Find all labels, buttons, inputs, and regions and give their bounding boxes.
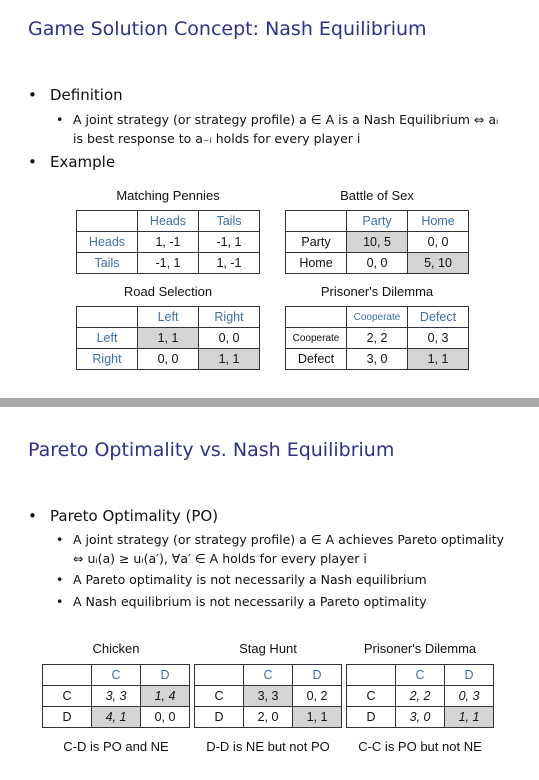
corner-cell xyxy=(77,211,138,232)
col-header: C xyxy=(92,665,141,686)
payoff-table-stag-hunt xyxy=(194,664,342,728)
payoff-cell-equilibrium: 1, 1 xyxy=(138,328,199,349)
corner-cell xyxy=(286,307,347,328)
col-header: Right xyxy=(199,307,260,328)
payoff-table-chicken xyxy=(42,664,190,728)
game-caption: Stag Hunt xyxy=(239,641,297,656)
game-caption: Chicken xyxy=(92,641,140,656)
col-header: D xyxy=(445,665,494,686)
bullet-dot: • xyxy=(56,572,64,587)
row-header: Left xyxy=(77,328,138,349)
payoff-cell-equilibrium: 5, 10 xyxy=(408,253,469,274)
game-note: D-D is NE but not PO xyxy=(206,739,330,754)
corner-cell xyxy=(43,665,92,686)
payoff-cell: 1, -1 xyxy=(199,253,260,274)
col-header: Left xyxy=(138,307,199,328)
po-note-2 xyxy=(56,592,526,611)
bullet-dot: • xyxy=(56,594,64,609)
payoff-cell-highlight: 3, 3 xyxy=(244,686,293,707)
payoff-cell-highlight: 1, 1 xyxy=(445,707,494,728)
col-header: D xyxy=(293,665,342,686)
corner-cell xyxy=(286,211,347,232)
col-header: C xyxy=(244,665,293,686)
col-header: C xyxy=(396,665,445,686)
col-header: D xyxy=(141,665,190,686)
bullet-dot: • xyxy=(56,112,64,127)
game-note: C-D is PO and NE xyxy=(63,739,169,754)
bullet-example xyxy=(28,153,115,171)
bullet-text: Definition xyxy=(50,86,123,104)
definition-line-1: A joint strategy (or strategy profile) a ∈ A is a Nash Equilibrium ⇔ aᵢ xyxy=(73,112,499,127)
payoff-cell: 3, 0 xyxy=(396,707,445,728)
bullet-dot: • xyxy=(28,153,37,171)
corner-cell xyxy=(347,665,396,686)
payoff-cell: 2, 2 xyxy=(396,686,445,707)
row-header: C xyxy=(347,686,396,707)
row-header: Party xyxy=(286,232,347,253)
row-header: D xyxy=(43,707,92,728)
payoff-cell: 1, -1 xyxy=(138,232,199,253)
payoff-table-prisoners-dilemma xyxy=(285,306,469,370)
definition-line-2: is best response to a₋ᵢ holds for every player i xyxy=(73,131,361,146)
payoff-cell-highlight: 1, 1 xyxy=(293,707,342,728)
payoff-table-road-selection xyxy=(76,306,260,370)
game-caption: Prisoner's Dilemma xyxy=(320,284,434,299)
row-header: Right xyxy=(77,349,138,370)
payoff-cell: 0, 0 xyxy=(138,349,199,370)
slide-title: Pareto Optimality vs. Nash Equilibrium xyxy=(28,439,395,461)
payoff-cell: 0, 0 xyxy=(347,253,408,274)
payoff-table-battle-of-sex xyxy=(285,210,469,274)
payoff-cell-equilibrium: 1, 1 xyxy=(199,349,260,370)
po-line-2: ⇔ uᵢ(a) ≥ uᵢ(a′), ∀a′ ∈ A holds for every player i xyxy=(73,551,367,566)
payoff-cell: 3, 3 xyxy=(92,686,141,707)
col-header: Party xyxy=(347,211,408,232)
row-header: D xyxy=(347,707,396,728)
row-header: Heads xyxy=(77,232,138,253)
po-note-2-text: A Nash equilibrium is not necessarily a Pareto optimality xyxy=(73,594,427,609)
col-header: Defect xyxy=(408,307,469,328)
row-header: Tails xyxy=(77,253,138,274)
payoff-cell: 0, 3 xyxy=(408,328,469,349)
definition-text xyxy=(56,110,516,148)
po-definition xyxy=(56,530,526,568)
payoff-cell: 3, 0 xyxy=(347,349,408,370)
payoff-cell: 2, 2 xyxy=(347,328,408,349)
slide-separator xyxy=(0,398,539,407)
payoff-table-prisoners-dilemma-2 xyxy=(346,664,494,728)
game-caption: Battle of Sex xyxy=(340,188,414,203)
row-header: Home xyxy=(286,253,347,274)
col-header: Tails xyxy=(199,211,260,232)
bullet-dot: • xyxy=(28,86,37,104)
payoff-cell-highlight: 1, 4 xyxy=(141,686,190,707)
row-header: D xyxy=(195,707,244,728)
payoff-cell: 2, 0 xyxy=(244,707,293,728)
payoff-cell-equilibrium: 10, 5 xyxy=(347,232,408,253)
bullet-pareto-optimality xyxy=(28,507,218,525)
col-header: Home xyxy=(408,211,469,232)
payoff-cell: 0, 2 xyxy=(293,686,342,707)
payoff-cell-highlight: 4, 1 xyxy=(92,707,141,728)
slide-title: Game Solution Concept: Nash Equilibrium xyxy=(28,18,427,40)
slide-pareto-vs-nash xyxy=(0,407,539,780)
bullet-definition xyxy=(28,86,123,104)
game-caption: Road Selection xyxy=(123,284,213,299)
game-caption: Prisoner's Dilemma xyxy=(363,641,477,656)
po-note-1-text: A Pareto optimality is not necessarily a Nash equilibrium xyxy=(73,572,427,587)
corner-cell xyxy=(77,307,138,328)
payoff-cell: 0, 0 xyxy=(199,328,260,349)
po-note-1 xyxy=(56,570,526,589)
row-header: C xyxy=(195,686,244,707)
col-header: Heads xyxy=(138,211,199,232)
game-caption: Matching Pennies xyxy=(116,188,220,203)
row-header: C xyxy=(43,686,92,707)
bullet-dot: • xyxy=(28,507,37,525)
payoff-cell: -1, 1 xyxy=(199,232,260,253)
payoff-table-matching-pennies xyxy=(76,210,260,274)
payoff-cell: 0, 0 xyxy=(141,707,190,728)
row-header: Defect xyxy=(286,349,347,370)
game-note: C-C is PO but not NE xyxy=(358,739,482,754)
bullet-dot: • xyxy=(56,532,64,547)
payoff-cell: 0, 3 xyxy=(445,686,494,707)
payoff-cell: -1, 1 xyxy=(138,253,199,274)
corner-cell xyxy=(195,665,244,686)
payoff-cell-equilibrium: 1, 1 xyxy=(408,349,469,370)
bullet-text: Example xyxy=(50,153,116,171)
po-line-1: A joint strategy (or strategy profile) a ∈ A achieves Pareto optimality xyxy=(73,532,505,547)
bullet-text: Pareto Optimality (PO) xyxy=(50,507,219,525)
row-header: Cooperate xyxy=(286,328,347,349)
col-header: Cooperate xyxy=(347,307,408,328)
payoff-cell: 0, 0 xyxy=(408,232,469,253)
